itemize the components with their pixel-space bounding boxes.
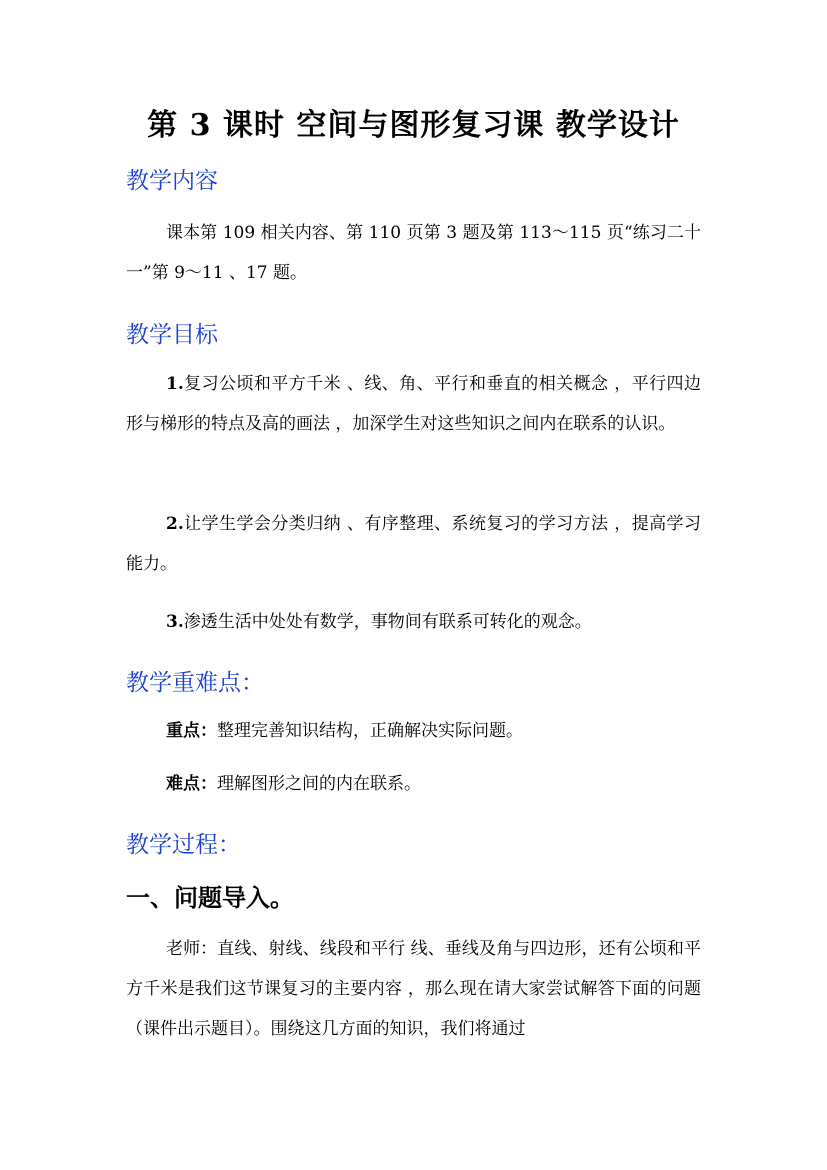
paragraph-teaching-content: 课本第 109 相关内容、第 110 页第 3 题及第 113～115 页“练习二十一”第 9～11 、17 题。 xyxy=(126,223,701,283)
document-title: 第 3 课时 空间与图形复习课 教学设计 xyxy=(147,108,680,143)
goal-item-2 xyxy=(126,504,701,584)
goal-text-3: 渗透生活中处处有数学，事物间有联系可转化的观念。 xyxy=(183,612,592,632)
difficult-point-text: 理解图形之间的内在联系。 xyxy=(217,774,421,794)
difficult-point-line xyxy=(126,764,701,804)
goal-text-2: 让学生学会分类归纳 、有序整理、系统复习的学习方法 ，提高学习能力。 xyxy=(126,514,701,574)
goal-item-3 xyxy=(126,602,701,642)
key-point-text: 整理完善知识结构，正确解决实际问题。 xyxy=(217,721,523,741)
heading-teaching-content: 教学内容 xyxy=(126,168,218,194)
heading-teaching-goals: 教学目标 xyxy=(126,322,218,348)
goal-number-1: 1. xyxy=(166,374,184,394)
heading-key-difficult-points: 教学重难点： xyxy=(126,670,264,696)
difficult-point-label: 难点： xyxy=(166,774,217,794)
goal-number-3: 3. xyxy=(166,612,184,632)
paragraph-step-1: 老师：直线、射线、线段和平行 线、垂线及角与四边形，还有公顷和平方千米是我们这节课复习的主要内容 ，那么现在请大家尝试解答下面的问题（课件出示题目）。围绕这几方面的知识，我们将通过 xyxy=(126,939,701,1039)
goal-item-1 xyxy=(126,364,701,444)
key-point-line xyxy=(126,711,701,751)
key-point-label: 重点： xyxy=(166,721,217,741)
heading-step-1: 一、问题导入。 xyxy=(126,884,294,912)
goal-text-1: 复习公顷和平方千米 、线、角、平行和垂直的相关概念 ，平行四边形与梯形的特点及高的画法 ，加深学生对这些知识之间内在联系的认识。 xyxy=(126,374,701,434)
heading-teaching-process: 教学过程： xyxy=(126,832,241,858)
goal-number-2: 2. xyxy=(166,514,184,534)
